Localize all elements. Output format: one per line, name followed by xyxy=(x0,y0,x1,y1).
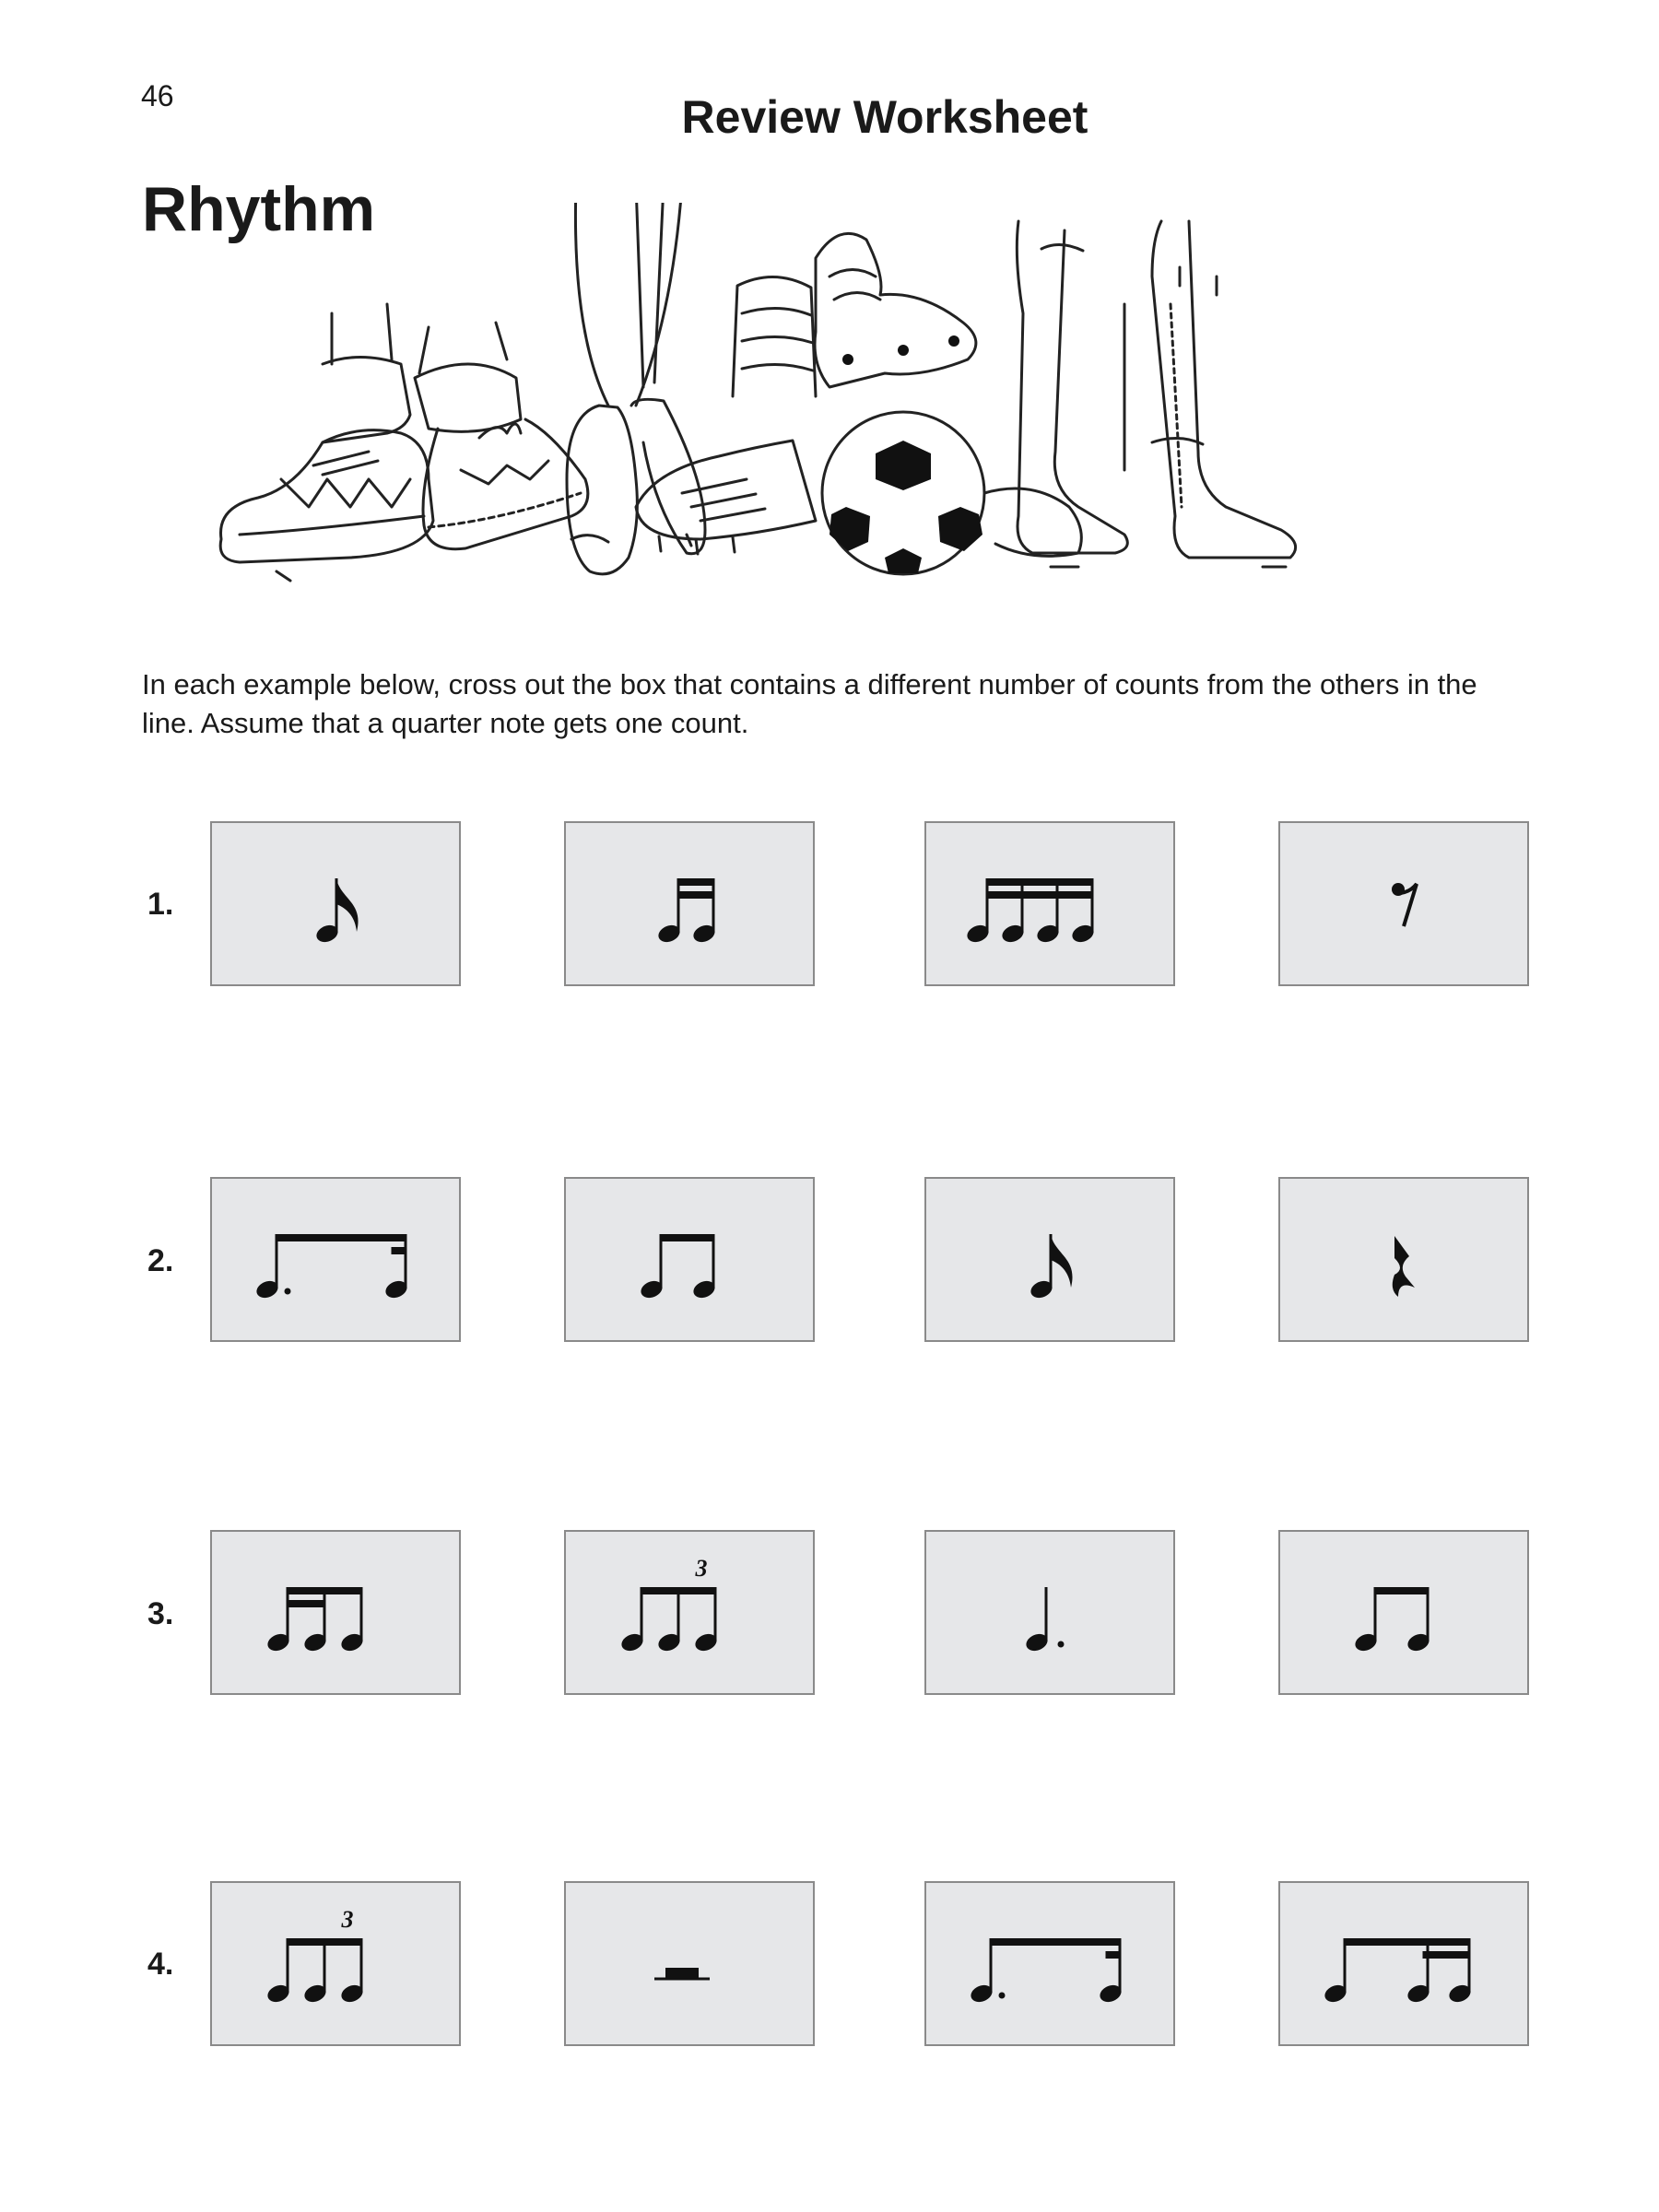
answer-box-2-1[interactable] xyxy=(210,1177,461,1342)
row-label-3: 3. xyxy=(147,1596,174,1631)
eighth-two-sixteenths-icon xyxy=(1280,1883,1527,2044)
answer-box-2-3[interactable] xyxy=(924,1177,1175,1342)
page-number: 46 xyxy=(141,79,174,112)
row-label-1: 1. xyxy=(147,887,174,922)
answer-box-3-4[interactable] xyxy=(1278,1530,1529,1695)
eighth-triplet-icon xyxy=(566,1532,813,1693)
two-sixteenth-notes-icon xyxy=(566,823,813,984)
answer-box-4-2[interactable] xyxy=(564,1881,815,2046)
shoes-illustration xyxy=(203,203,1429,608)
answer-box-3-3[interactable] xyxy=(924,1530,1175,1695)
answer-box-3-1[interactable] xyxy=(210,1530,461,1695)
dotted-eighth-sixteenth-icon xyxy=(926,1883,1173,2044)
eighth-note-icon xyxy=(212,823,459,984)
row-label-4: 4. xyxy=(147,1947,174,1982)
answer-box-1-3[interactable] xyxy=(924,821,1175,986)
tuplet-number: 3 xyxy=(341,1906,354,1933)
quarter-rest-icon xyxy=(1280,1179,1527,1340)
answer-box-1-1[interactable] xyxy=(210,821,461,986)
answer-box-4-3[interactable] xyxy=(924,1881,1175,2046)
half-rest-icon xyxy=(566,1883,813,2044)
answer-box-2-4[interactable] xyxy=(1278,1177,1529,1342)
answer-box-4-1[interactable] xyxy=(210,1881,461,2046)
tuplet-number: 3 xyxy=(695,1555,708,1582)
two-sixteenths-eighth-icon xyxy=(212,1532,459,1693)
dotted-eighth-sixteenth-icon xyxy=(212,1179,459,1340)
answer-box-4-4[interactable] xyxy=(1278,1881,1529,2046)
answer-box-3-2[interactable] xyxy=(564,1530,815,1695)
answer-box-1-2[interactable] xyxy=(564,821,815,986)
four-sixteenth-notes-icon xyxy=(926,823,1173,984)
dotted-quarter-note-icon xyxy=(926,1532,1173,1693)
eighth-rest-icon xyxy=(1280,823,1527,984)
eighth-note-icon xyxy=(926,1179,1173,1340)
eighth-triplet-icon xyxy=(212,1883,459,2044)
two-eighth-notes-icon xyxy=(566,1179,813,1340)
answer-box-2-2[interactable] xyxy=(564,1177,815,1342)
worksheet-title: Review Worksheet xyxy=(681,91,1088,143)
answer-box-1-4[interactable] xyxy=(1278,821,1529,986)
section-title: Rhythm xyxy=(142,174,376,244)
row-label-2: 2. xyxy=(147,1243,174,1278)
instructions-text: In each example below, cross out the box that contains a different number of counts from the others in the line. Assume that a quarter note gets one count. xyxy=(142,668,1477,739)
two-eighth-notes-icon xyxy=(1280,1532,1527,1693)
